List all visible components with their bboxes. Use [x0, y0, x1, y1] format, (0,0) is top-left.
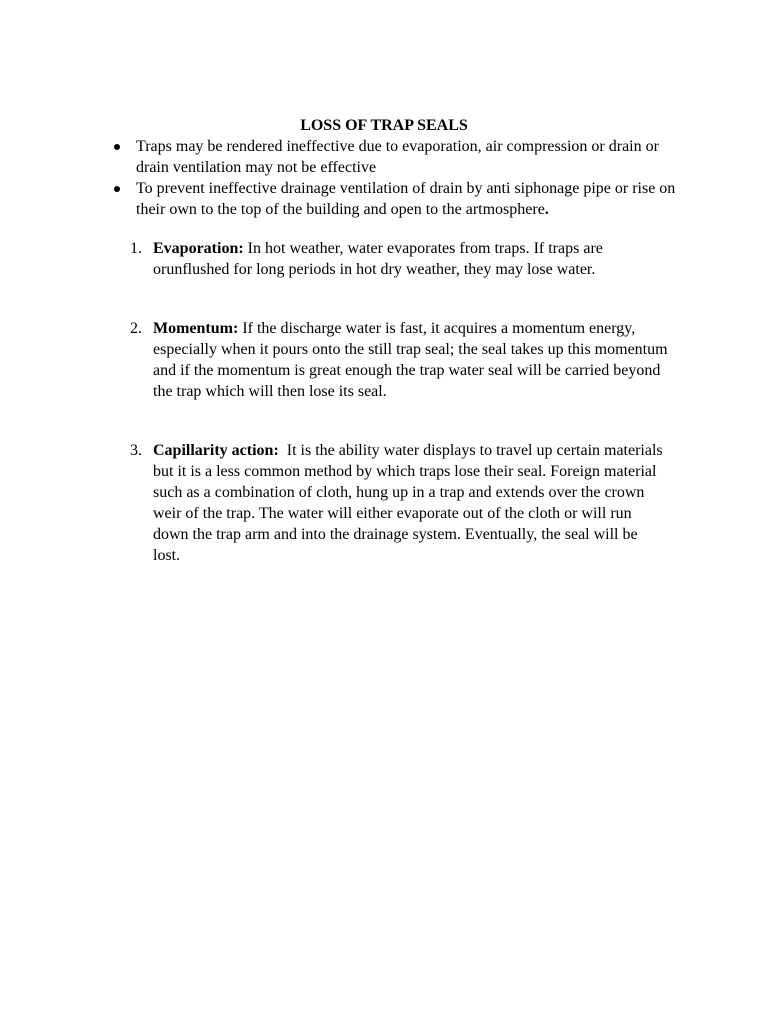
item-term: Evaporation:	[153, 240, 244, 257]
numbered-item-momentum	[128, 318, 668, 402]
bullet-item	[112, 136, 692, 178]
bullet-list	[112, 136, 692, 220]
item-number: 3.	[130, 442, 142, 459]
item-text: It is the ability water displays to travel up certain materials but it is a less common method by which traps lose their seal. Foreign material such as a combination of cloth, hung up in a trap and extends over the crown weir of the trap. The water will either evaporate out of the cloth or will run down the trap arm and into the drainage system. Eventually, the seal will be lost.	[153, 442, 667, 564]
bullet-text: Traps may be rendered ineffective due to evaporation, air compression or drain or drain ventilation may not be effective	[136, 138, 659, 176]
item-text: If the discharge water is fast, it acquires a momentum energy, especially when it pours onto the still trap seal; the seal takes up this momentum and if the momentum is great enough the trap water seal will be carried beyond the trap which will then lose its seal.	[153, 320, 668, 400]
numbered-item-capillarity	[128, 440, 668, 566]
item-term: Momentum:	[153, 320, 239, 337]
bullet-text: To prevent ineffective drainage ventilation of drain by anti siphonage pipe or rise on their own to the top of the building and open to the artmosphere	[136, 180, 676, 218]
numbered-item-evaporation	[128, 238, 668, 280]
bullet-icon	[114, 144, 120, 150]
document-title: LOSS OF TRAP SEALS	[300, 117, 468, 134]
bullet-end: .	[544, 201, 549, 218]
item-term: Capillarity action:	[153, 442, 279, 459]
item-text: In hot weather, water evaporates from traps. If traps are orunflushed for long periods in hot dry weather, they may lose water.	[153, 240, 603, 278]
item-number: 1.	[130, 240, 142, 257]
bullet-item	[112, 178, 692, 220]
item-number: 2.	[130, 320, 142, 337]
bullet-icon	[114, 186, 120, 192]
